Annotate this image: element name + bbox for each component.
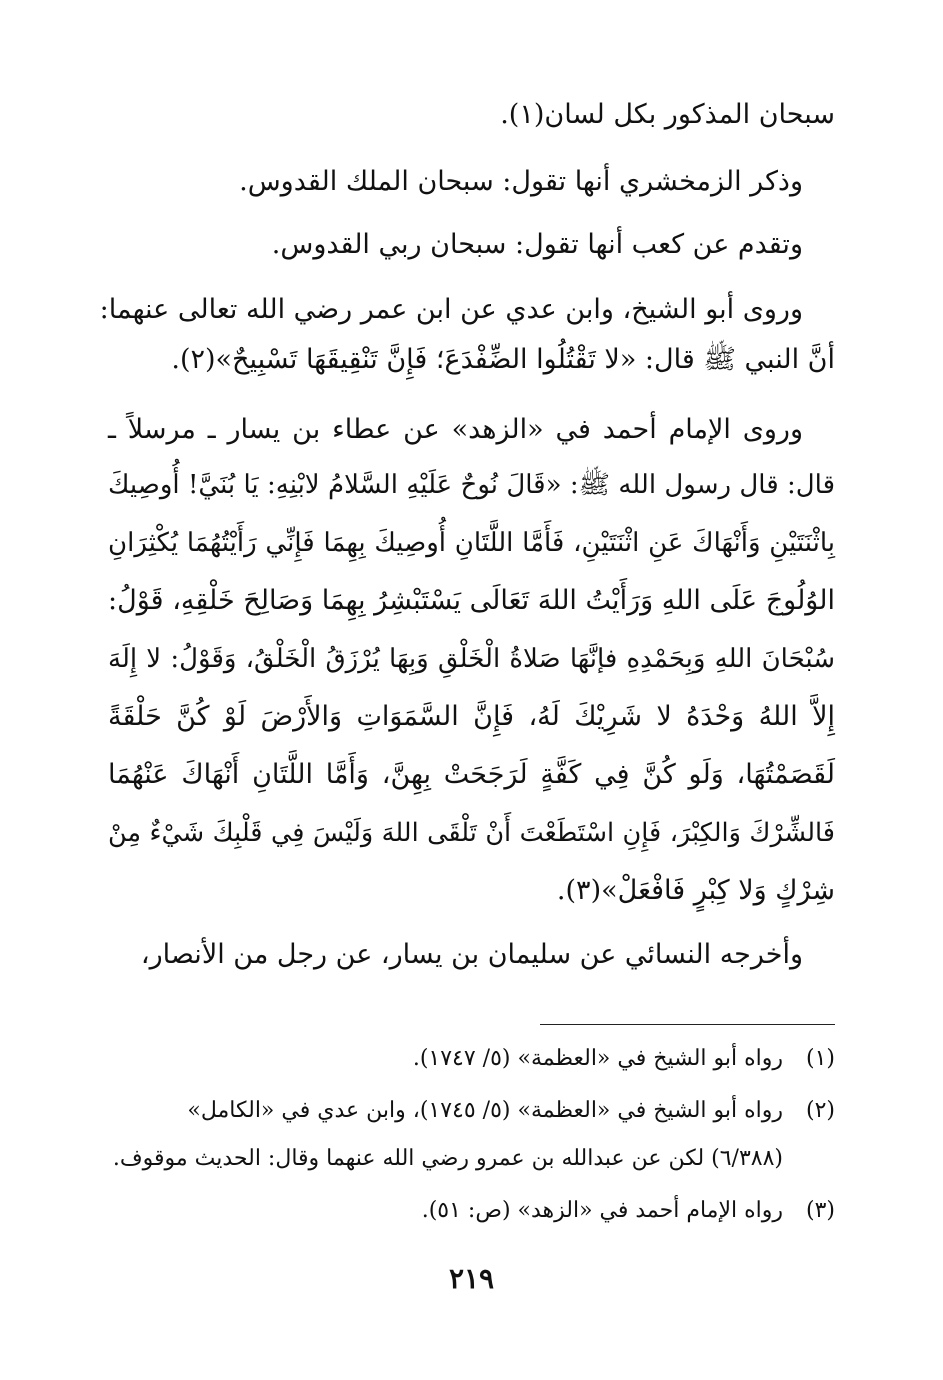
footnote-2	[187, 1094, 835, 1128]
body-line-7: قال: قال رسول الله ﷺ: «قَالَ نُوحٌ عَلَيْهِ السَّلامُ لابْنِهِ: يَا بُنَيَّ! أُوصِيكَ	[108, 470, 835, 500]
footnote-3	[422, 1194, 835, 1228]
body-line-3: وتقدم عن كعب أنها تقول: سبحان ربي القدوس.	[271, 229, 803, 260]
footnote-number: (١)	[805, 1046, 835, 1071]
body-line-8: بِاثْنَتَيْنِ وَأَنْهَاكَ عَنِ اثْنَتَيْنِ، فَأَمَّا اللَّتَانِ أُوصِيكَ بِهِمَا فَإِنِّي رَأَيْتُهُمَا يُكْثِرَانِ	[108, 528, 835, 558]
footnote-text: رواه أبو الشيخ في «العظمة» (٥/ ١٧٤٧).	[412, 1046, 783, 1071]
body-line-10: سُبْحَانَ اللهِ وَبِحَمْدِهِ فإنَّهَا صَلاةُ الْخَلْقِ وَبِهَا يُرْزَقُ الْخَلْقُ، وَقَوْلُ: لا إِلَهَ	[108, 644, 835, 674]
body-line-11: إِلاَّ اللهُ وَحْدَهُ لا شَرِيْكَ لَهُ، فَإِنَّ السَّمَوَاتِ وَالأَرْضَ لَوْ كُنَّ حَلْقَةً	[108, 701, 835, 732]
footnote-number: (٣)	[805, 1198, 835, 1223]
footnote-separator	[540, 1024, 835, 1025]
body-line-9: الوُلُوجَ عَلَى اللهِ وَرَأَيْتُ اللهَ تَعَالَى يَسْتَبْشِرُ بِهِمَا وَصَالِحَ خَلْقِهِ، قَوْلُ:	[108, 585, 835, 616]
body-line-5: أنَّ النبي ﷺ قال: «لا تَقْتُلُوا الضِّفْدَعَ؛ فَإِنَّ تَنْقِيقَهَا تَسْبِيحٌ»(٢).	[171, 344, 835, 375]
page-number: ٢١٩	[448, 1262, 495, 1295]
body-line-15: وأخرجه النسائي عن سليمان بن يسار، عن رجل من الأنصار،	[140, 939, 803, 970]
body-line-14: شِرْكٍ وَلا كِبْرٍ فَافْعَلْ»(٣).	[556, 875, 835, 906]
body-line-12: لَقَصَمْتُهَا، وَلَو كُنَّ فِي كَفَّةٍ لَرَجَحَتْ بِهِنَّ، وَأَمَّا اللَّتَانِ أَنْهَاكَ عَنْهُمَا	[108, 759, 835, 790]
footnote-number: (٢)	[805, 1098, 835, 1123]
footnote-text: رواه الإمام أحمد في «الزهد» (ص: ٥١).	[421, 1198, 783, 1223]
body-line-1: سبحان المذكور بكل لسان(١).	[500, 99, 835, 130]
body-line-13: فَالشِّرْكَ وَالكِبْرَ، فَإِنِ اسْتَطَعْتَ أَنْ تَلْقَى اللهَ وَلَيْسَ فِي قَلْبِكَ شَيْءٌ مِنْ	[108, 818, 836, 848]
footnote-text: رواه أبو الشيخ في «العظمة» (٥/ ١٧٤٥)، وابن عدي في «الكامل»	[187, 1098, 783, 1123]
footnote-2-continued: (٦/٣٨٨) لكن عن عبدالله بن عمرو رضي الله عنهما وقال: الحديث موقوف.	[112, 1146, 783, 1171]
body-line-2: وذكر الزمخشري أنها تقول: سبحان الملك القدوس.	[239, 166, 803, 197]
body-line-6: وروى الإمام أحمد في «الزهد» عن عطاء بن يسار ـ مرسلاً ـ	[108, 414, 803, 445]
footnote-1	[413, 1042, 835, 1076]
body-line-4: وروى أبو الشيخ، وابن عدي عن ابن عمر رضي الله تعالى عنهما:	[99, 294, 803, 325]
